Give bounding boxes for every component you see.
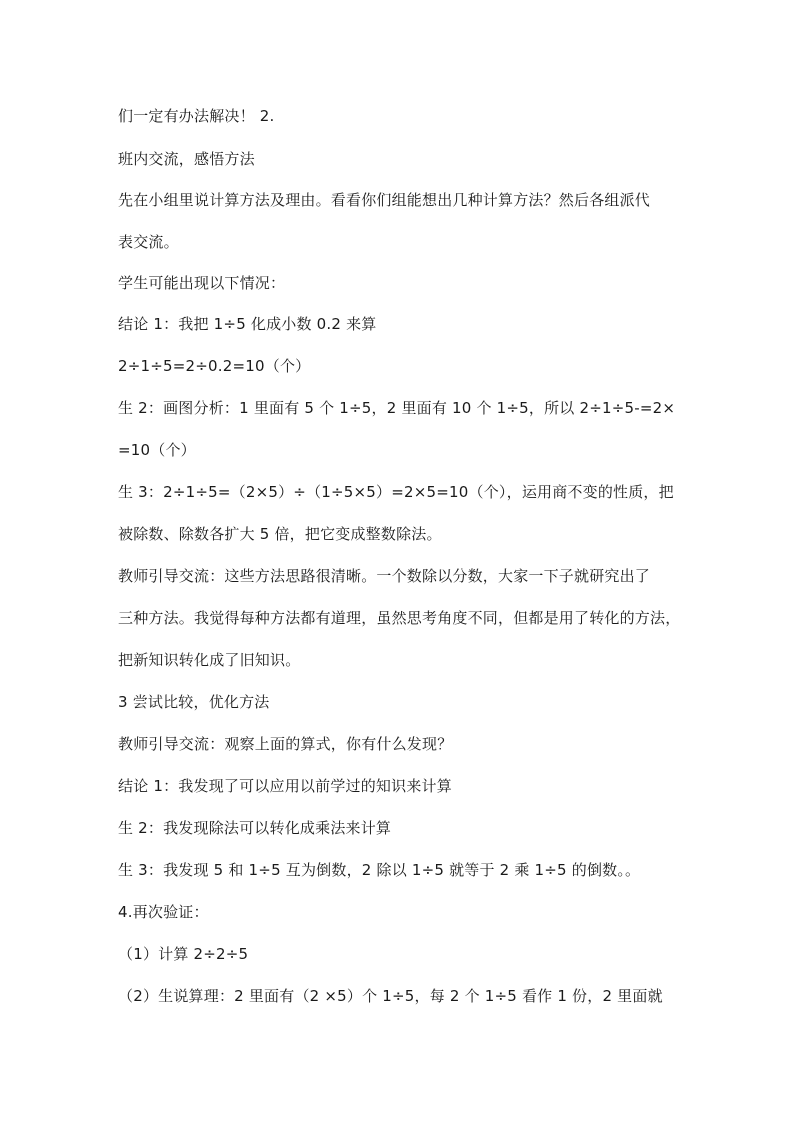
text-line: 学生可能出现以下情况： <box>118 274 286 292</box>
text-line: 4.再次验证： <box>118 903 209 921</box>
text-line: 表交流。 <box>118 233 179 251</box>
text-line: （1）计算 2÷2÷5 <box>118 945 249 963</box>
text-line: 把新知识转化成了旧知识。 <box>118 651 301 669</box>
text-line: 生 2：画图分析：1 里面有 5 个 1÷5，2 里面有 10 个 1÷5，所以 2÷1÷5-=2× <box>118 399 676 417</box>
text-line: 教师引导交流：这些方法思路很清晰。一个数除以分数，大家一下子就研究出了 <box>118 567 651 585</box>
text-line: （2）生说算理：2 里面有（2 ×5）个 1÷5，每 2 个 1÷5 看作 1 份，2 里面就 <box>118 987 663 1005</box>
text-line: 三种方法。我觉得每种方法都有道理，虽然思考角度不同，但都是用了转化的方法， <box>118 609 681 627</box>
text-line: 生 3：2÷1÷5=（2×5）÷（1÷5×5）=2×5=10（个），运用商不变的性质，把 <box>118 483 674 501</box>
text-line: 3 尝试比较，优化方法 <box>118 693 270 711</box>
text-line: 教师引导交流：观察上面的算式，你有什么发现？ <box>118 735 453 753</box>
text-line: 结论 1：我把 1÷5 化成小数 0.2 来算 <box>118 315 377 333</box>
text-line: 班内交流，感悟方法 <box>118 150 255 168</box>
text-line: 生 2：我发现除法可以转化成乘法来计算 <box>118 819 392 837</box>
text-line: 先在小组里说计算方法及理由。看看你们组能想出几种计算方法？然后各组派代 <box>118 191 651 209</box>
text-line: 们一定有办法解决！ 2. <box>118 107 275 125</box>
text-line: 2÷1÷5=2÷0.2=10（个） <box>118 357 311 375</box>
text-line: 结论 1：我发现了可以应用以前学过的知识来计算 <box>118 777 452 795</box>
text-line: =10（个） <box>118 441 196 459</box>
text-line: 生 3：我发现 5 和 1÷5 互为倒数，2 除以 1÷5 就等于 2 乘 1÷5 的倒数。。 <box>118 861 641 879</box>
text-line: 被除数、除数各扩大 5 倍，把它变成整数除法。 <box>118 525 442 543</box>
